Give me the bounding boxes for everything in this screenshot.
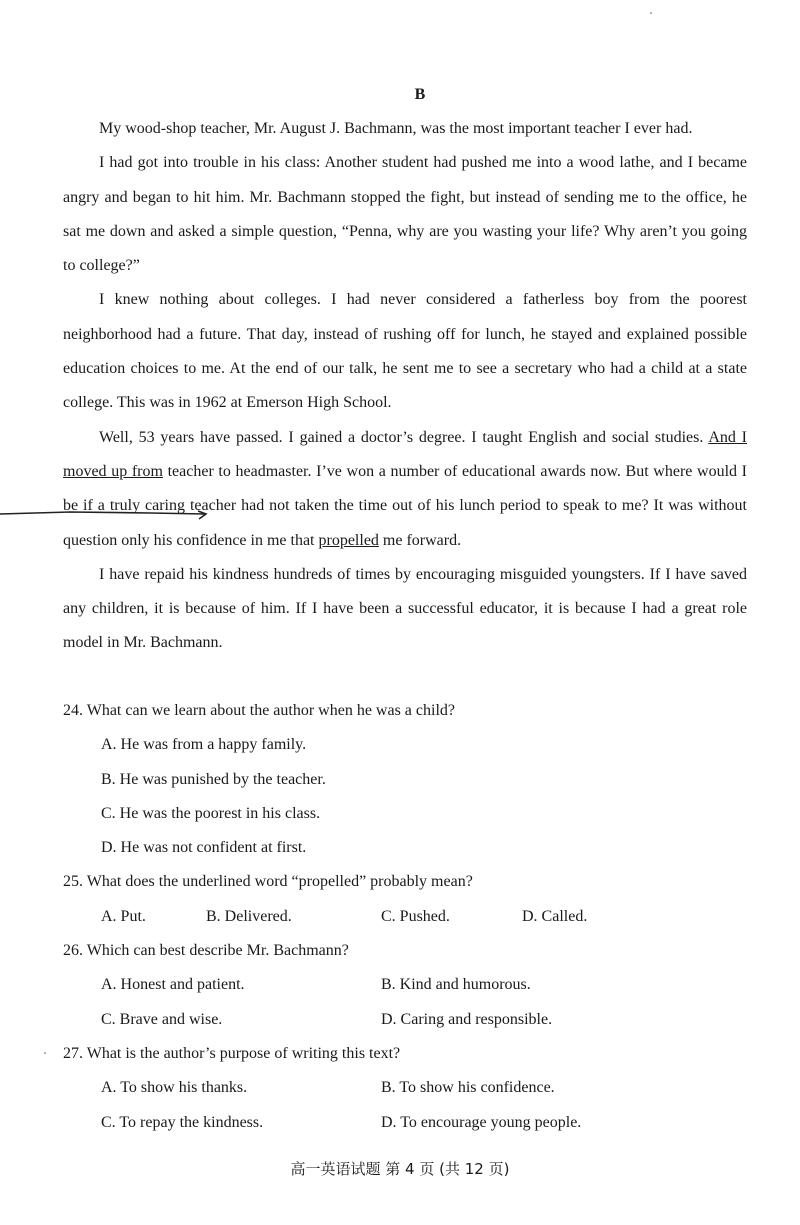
question-24: 24. What can we learn about the author when he was a child? bbox=[63, 702, 455, 719]
option-row bbox=[63, 968, 753, 1002]
option-25-a: A. Put. bbox=[101, 907, 146, 925]
option-row bbox=[63, 1003, 753, 1037]
paragraph-1: My wood-shop teacher, Mr. August J. Bachmann, was the most important teacher I ever had. bbox=[99, 120, 693, 137]
option-row bbox=[63, 728, 753, 762]
option-26-a: A. Honest and patient. bbox=[101, 976, 245, 994]
paragraph-3: I knew nothing about colleges. I had never considered a fatherless boy from the poorest neighborhood had a future. That day, instead of rushing off for lunch, he stayed and explained possible education choices to me. At the end of our talk, he sent me to see a secretary who had a child at a state college. This was in 1962 at Emerson High School. bbox=[63, 291, 747, 412]
option-27-b: B. To show his confidence. bbox=[381, 1079, 555, 1097]
question-25: 25. What does the underlined word “propelled” probably mean? bbox=[63, 873, 473, 891]
option-25-c: C. Pushed. bbox=[381, 907, 450, 925]
handwritten-underline-phrase: And I moved up from bbox=[63, 428, 747, 480]
option-row bbox=[63, 831, 753, 865]
option-row bbox=[63, 763, 753, 797]
option-26-b: B. Kind and humorous. bbox=[381, 976, 531, 994]
option-25-b: B. Delivered. bbox=[206, 907, 292, 925]
option-26-c: C. Brave and wise. bbox=[101, 1010, 223, 1028]
scan-speck bbox=[650, 12, 652, 14]
option-row bbox=[63, 1106, 753, 1140]
option-27-a: A. To show his thanks. bbox=[101, 1079, 248, 1097]
question-list bbox=[63, 694, 753, 1140]
question-27: 27. What is the author’s purpose of writing this text? bbox=[63, 1044, 401, 1062]
reading-passage bbox=[63, 112, 747, 661]
paragraph-4 bbox=[63, 421, 747, 558]
option-24-d: D. He was not confident at first. bbox=[101, 839, 307, 857]
question-26: 26. Which can best describe Mr. Bachmann? bbox=[63, 942, 349, 960]
paragraph-4-part-e: me forward. bbox=[378, 531, 462, 549]
paragraph-4-part-c: teacher to headmaster. I’ve won a number of educational awards now. But where would I be if a truly caring teacher had not taken the time out of his lunch period to speak to me? It was without question only his confidence in me that bbox=[63, 462, 747, 549]
option-24-b: B. He was punished by the teacher. bbox=[101, 770, 326, 788]
scan-speck bbox=[44, 1052, 46, 1054]
option-24-c: C. He was the poorest in his class. bbox=[101, 804, 321, 822]
paragraph-5: I have repaid his kindness hundreds of times by encouraging misguided youngsters. If I have saved any children, it is because of him. If I have been a successful educator, it is because I had a great role model in Mr. Bachmann. bbox=[63, 565, 747, 652]
paragraph-2: I had got into trouble in his class: Another student had pushed me into a wood lathe, and I became angry and began to hit him. Mr. Bachmann stopped the fight, but instead of sending me to the office, he sat me down and asked a simple question, “Penna, why are you wasting your life? Why aren’t you going to college?” bbox=[63, 154, 747, 275]
option-27-d: D. To encourage young people. bbox=[381, 1113, 582, 1131]
option-27-c: C. To repay the kindness. bbox=[101, 1113, 264, 1131]
section-title: B bbox=[414, 86, 426, 103]
option-25-d: D. Called. bbox=[522, 907, 588, 925]
option-24-a: A. He was from a happy family. bbox=[101, 736, 307, 754]
underlined-word-propelled: propelled bbox=[318, 531, 379, 549]
handwritten-pen-mark bbox=[0, 510, 220, 524]
paragraph-4-part-a: Well, 53 years have passed. I gained a doctor’s degree. I taught English and social studies. bbox=[99, 428, 709, 446]
page-footer: 高一英语试题 第 4 页 (共 12 页) bbox=[290, 1160, 510, 1178]
option-row bbox=[63, 900, 753, 934]
option-26-d: D. Caring and responsible. bbox=[381, 1010, 553, 1028]
option-row bbox=[63, 1071, 753, 1105]
option-row bbox=[63, 797, 753, 831]
